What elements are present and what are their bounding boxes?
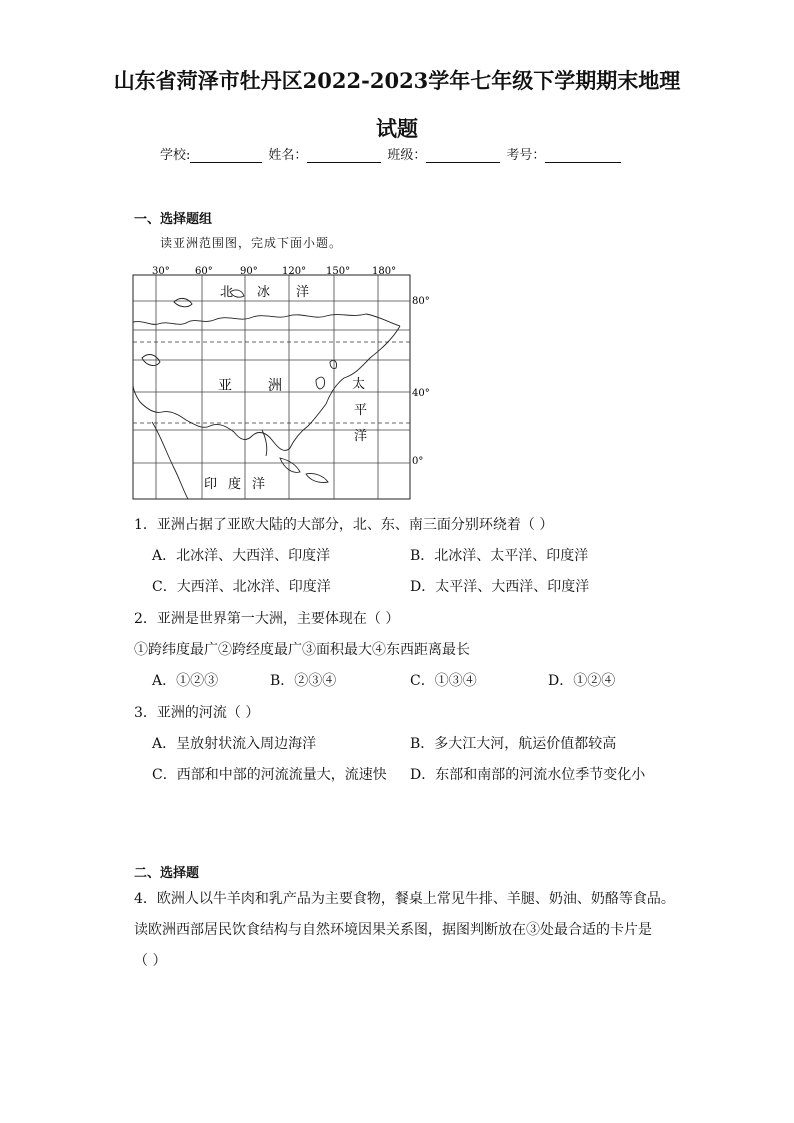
label-asia-2: 洲 — [268, 378, 282, 394]
label-north-1: 北 — [220, 285, 234, 300]
label-asia-1: 亚 — [218, 378, 232, 394]
question-2-option-d[interactable]: D．①②④ — [548, 673, 616, 689]
school-field[interactable] — [190, 148, 262, 163]
question-3-option-c[interactable]: C．西部和中部的河流流量大，流速快 — [152, 767, 387, 783]
question-4-line-2: 读欧洲西部居民饮食结构与自然环境因果关系图，据图判断放在③处最合适的卡片是 — [134, 922, 652, 938]
section-2-heading: 二、选择题 — [134, 866, 200, 881]
question-3-option-a[interactable]: A．呈放射状流入周边海洋 — [152, 736, 317, 752]
label-north-3: 洋 — [296, 285, 310, 300]
label-north-2: 冰 — [257, 285, 271, 300]
document-title — [0, 64, 794, 146]
question-1-option-d[interactable]: D．太平洋、大西洋、印度洋 — [410, 579, 590, 595]
label-indian-3: 洋 — [252, 477, 266, 492]
lon-label-30: 30° — [152, 266, 170, 277]
title-line-2: 试题 — [376, 116, 418, 141]
label-pacific-2: 平 — [354, 403, 368, 418]
lat-label-0: 0° — [412, 456, 424, 467]
question-1-option-b[interactable]: B．北冰洋、太平洋、印度洋 — [410, 548, 589, 564]
label-pacific-3: 洋 — [354, 429, 368, 444]
name-field[interactable] — [307, 148, 381, 163]
section-1-heading: 一、选择题组 — [134, 212, 213, 227]
question-1-option-a[interactable]: A．北冰洋、大西洋、印度洋 — [152, 548, 331, 564]
question-2-option-b[interactable]: B．②③④ — [270, 673, 337, 689]
map-instruction: 读亚洲范围图，完成下面小题。 — [160, 236, 343, 250]
question-4-line-3: （ ） — [134, 953, 167, 969]
question-2-option-a[interactable]: A．①②③ — [152, 673, 219, 689]
title-line-1: 山东省菏泽市牡丹区2022-2023学年七年级下学期期末地理 — [113, 68, 681, 93]
question-1-stem: 1．亚洲占据了亚欧大陆的大部分，北、东、南三面分别环绕着（ ） — [134, 517, 554, 533]
lon-label-150: 150° — [326, 266, 351, 277]
asia-map — [130, 262, 430, 506]
question-1-option-c[interactable]: C．大西洋、北冰洋、印度洋 — [152, 579, 331, 595]
question-3-option-b[interactable]: B．多大江大河，航运价值都较高 — [410, 736, 617, 752]
label-pacific-1: 太 — [352, 377, 366, 392]
lon-label-90: 90° — [240, 266, 258, 277]
lon-label-120: 120° — [282, 266, 307, 277]
lat-label-40: 40° — [412, 388, 430, 399]
lon-label-180: 180° — [372, 266, 397, 277]
student-info-row — [160, 144, 627, 163]
school-label: 学校: — [160, 148, 191, 163]
class-label: 班级： — [387, 148, 427, 163]
question-2-option-c[interactable]: C．①③④ — [410, 673, 477, 689]
label-indian-1: 印 — [204, 477, 218, 492]
question-4-line-1: 4．欧洲人以牛羊肉和乳产品为主要食物，餐桌上常见牛排、羊腿、奶油、奶酪等食品。 — [134, 891, 675, 907]
coastlines — [133, 290, 400, 499]
name-label: 姓名： — [268, 148, 308, 163]
number-field[interactable] — [545, 148, 621, 163]
lat-label-80: 80° — [412, 296, 430, 307]
number-label: 考号： — [506, 148, 546, 163]
question-3-stem: 3．亚洲的河流（ ） — [134, 705, 260, 721]
lon-label-60: 60° — [195, 266, 213, 277]
label-indian-2: 度 — [228, 477, 242, 492]
question-2-stem: 2．亚洲是世界第一大洲，主要体现在（ ） — [134, 611, 400, 627]
class-field[interactable] — [426, 148, 500, 163]
question-2-statements: ①跨纬度最广②跨经度最广③面积最大④东西距离最长 — [134, 642, 470, 658]
question-3-option-d[interactable]: D．东部和南部的河流水位季节变化小 — [410, 767, 646, 783]
